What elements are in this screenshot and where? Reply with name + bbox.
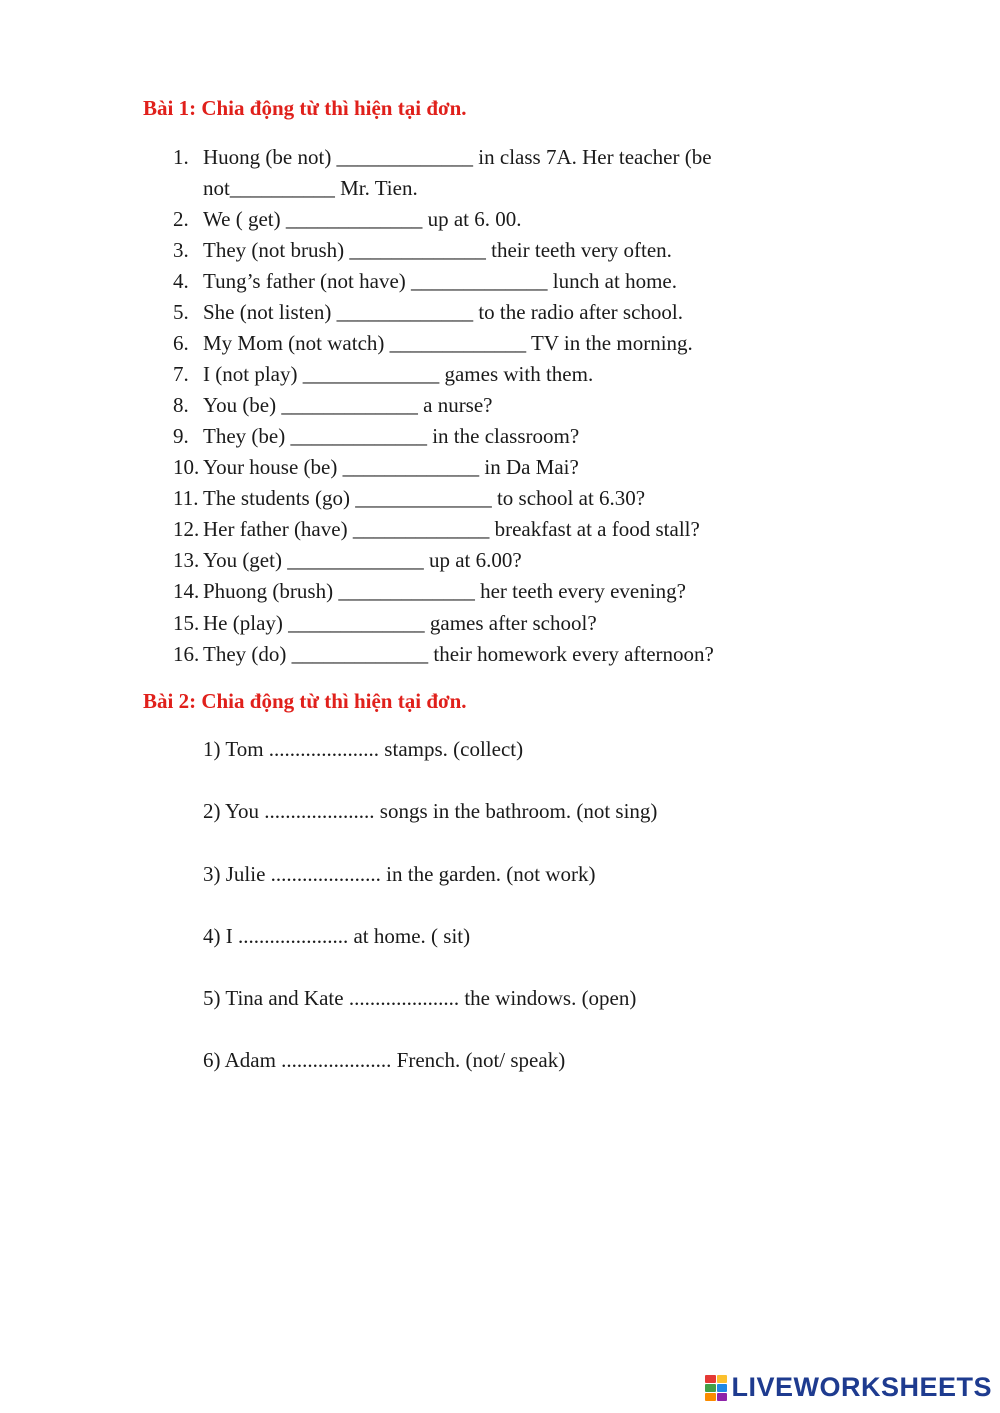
item-number: 11. [173, 486, 199, 510]
item-text: Huong (be not) _____________ in class 7A. Her teacher (be [203, 145, 712, 169]
item-number: 7. [173, 362, 189, 386]
exercise-2-item: 2) You ..................... songs in the bathroom. (not sing) [203, 799, 658, 823]
item-text: They (not brush) _____________ their teeth very often. [203, 238, 672, 262]
item-number: 3. [173, 238, 189, 262]
liveworksheets-logo-icon [705, 1375, 727, 1401]
item-text: They (do) _____________ their homework every afternoon? [203, 642, 714, 666]
item-text-continued: not__________ Mr. Tien. [203, 176, 418, 200]
exercise-2-item: 4) I ..................... at home. ( sit) [203, 924, 471, 948]
liveworksheets-logo-text: LIVEWORKSHEETS [731, 1372, 992, 1402]
item-text: You (get) _____________ up at 6.00? [203, 548, 522, 572]
item-text: Phuong (brush) _____________ her teeth every evening? [203, 579, 686, 603]
item-number: 16. [173, 642, 200, 666]
logo-block [717, 1393, 728, 1401]
item-text: My Mom (not watch) _____________ TV in the morning. [203, 331, 693, 355]
item-text: She (not listen) _____________ to the radio after school. [203, 300, 683, 324]
item-text: You (be) _____________ a nurse? [203, 393, 493, 417]
logo-block [705, 1384, 716, 1392]
item-text: Her father (have) _____________ breakfast at a food stall? [203, 517, 700, 541]
item-text: They (be) _____________ in the classroom? [203, 424, 580, 448]
logo-block [705, 1393, 716, 1401]
item-number: 4. [173, 269, 189, 293]
item-text: He (play) _____________ games after school? [203, 611, 597, 635]
item-text: We ( get) _____________ up at 6. 00. [203, 207, 522, 231]
item-text: Tung’s father (not have) _____________ lunch at home. [203, 269, 677, 293]
exercise-2-item: 5) Tina and Kate ..................... the windows. (open) [203, 986, 637, 1010]
item-number: 6. [173, 331, 189, 355]
item-number: 1. [173, 145, 189, 169]
item-text: The students (go) _____________ to school at 6.30? [203, 486, 646, 510]
item-number: 8. [173, 393, 189, 417]
liveworksheets-logo[interactable] [705, 1372, 992, 1403]
item-text: Your house (be) _____________ in Da Mai? [203, 455, 579, 479]
item-number: 9. [173, 424, 189, 448]
item-number: 12. [173, 517, 200, 541]
exercise-2-item: 3) Julie ..................... in the garden. (not work) [203, 862, 596, 886]
exercise-2-item: 1) Tom ..................... stamps. (collect) [203, 737, 524, 761]
exercise-2-title: Bài 2: Chia động từ thì hiện tại đơn. [143, 689, 467, 713]
logo-block [717, 1384, 728, 1392]
item-text: I (not play) _____________ games with them. [203, 362, 594, 386]
logo-block [705, 1375, 716, 1383]
item-number: 10. [173, 455, 200, 479]
item-number: 13. [173, 548, 200, 572]
exercise-2-item: 6) Adam ..................... French. (not/ speak) [203, 1048, 566, 1072]
item-number: 5. [173, 300, 189, 324]
item-number: 14. [173, 579, 200, 603]
item-number: 2. [173, 207, 189, 231]
logo-block [717, 1375, 728, 1383]
item-number: 15. [173, 611, 200, 635]
exercise-1-title: Bài 1: Chia động từ thì hiện tại đơn. [143, 96, 467, 120]
